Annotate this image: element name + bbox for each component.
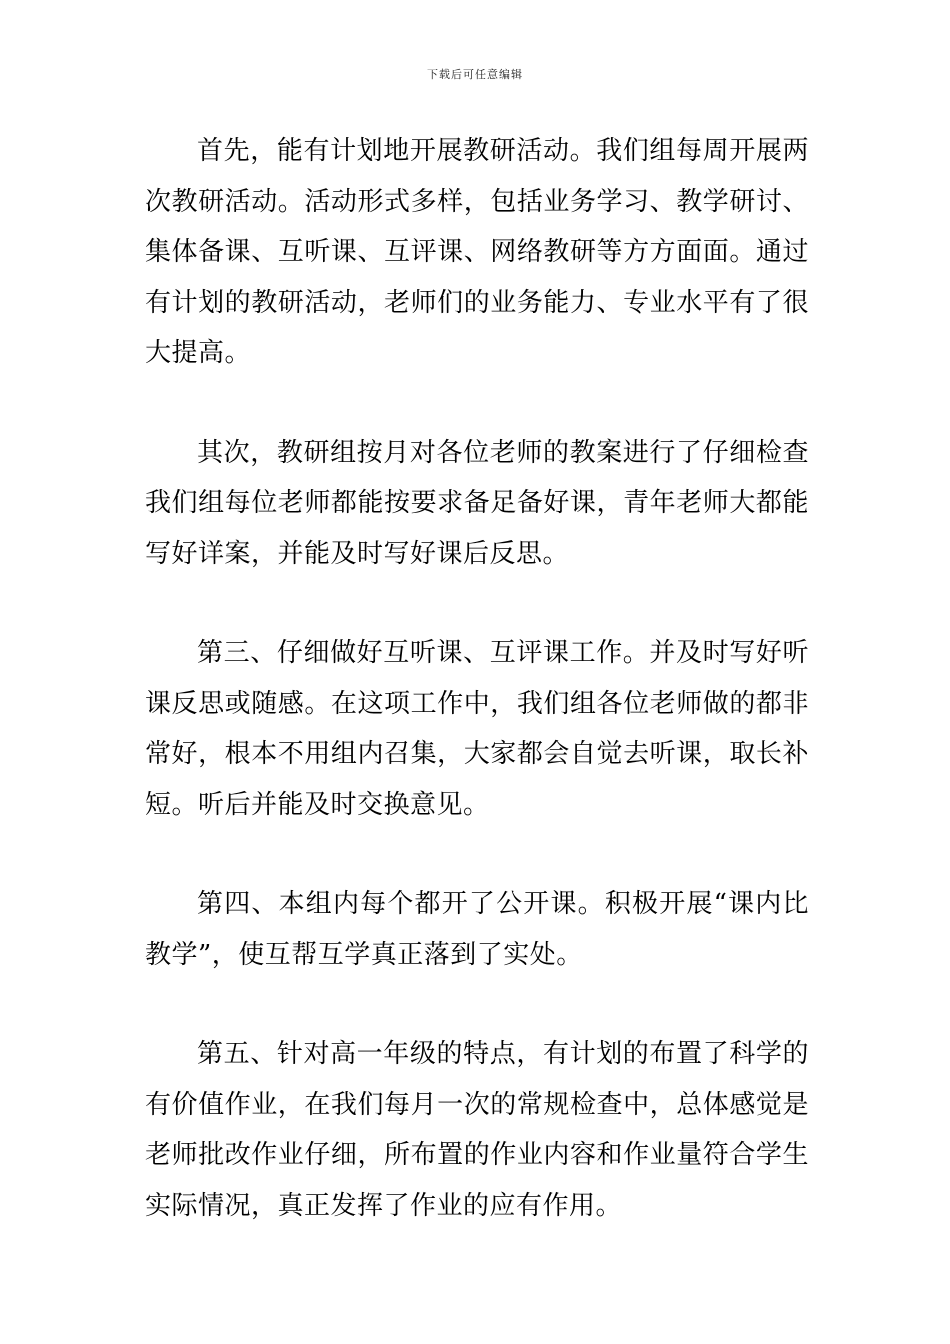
paragraph-4: 第四、本组内每个都开了公开课。积极开展“课内比教学”，使互帮互学真正落到了实处。 (145, 889, 809, 970)
paragraph-3: 第三、仔细做好互听课、互评课工作。并及时写好听课反思或随感。在这项工作中，我们组各位老师做的都非常好，根本不用组内召集，大家都会自觉去听课，取长补短。听后并能及时交换意见。 (145, 638, 809, 820)
body-text (145, 126, 809, 1280)
paragraph-5: 第五、针对高一年级的特点，有计划的布置了科学的有价值作业，在我们每月一次的常规检查中，总体感觉是老师批改作业仔细，所布置的作业内容和作业量符合学生实际情况，真正发挥了作业的应有作用。 (145, 1039, 809, 1221)
paragraph-1: 首先，能有计划地开展教研活动。我们组每周开展两次教研活动。活动形式多样，包括业务学习、教学研讨、集体备课、互听课、互评课、网络教研等方方面面。通过有计划的教研活动，老师们的业务能力、专业水平有了很大提高。 (145, 136, 809, 368)
paragraph-2: 其次，教研组按月对各位老师的教案进行了仔细检查我们组每位老师都能按要求备足备好课，青年老师大都能写好详案，并能及时写好课后反思。 (145, 437, 809, 569)
header-note: 下载后可任意编辑 (427, 68, 523, 81)
